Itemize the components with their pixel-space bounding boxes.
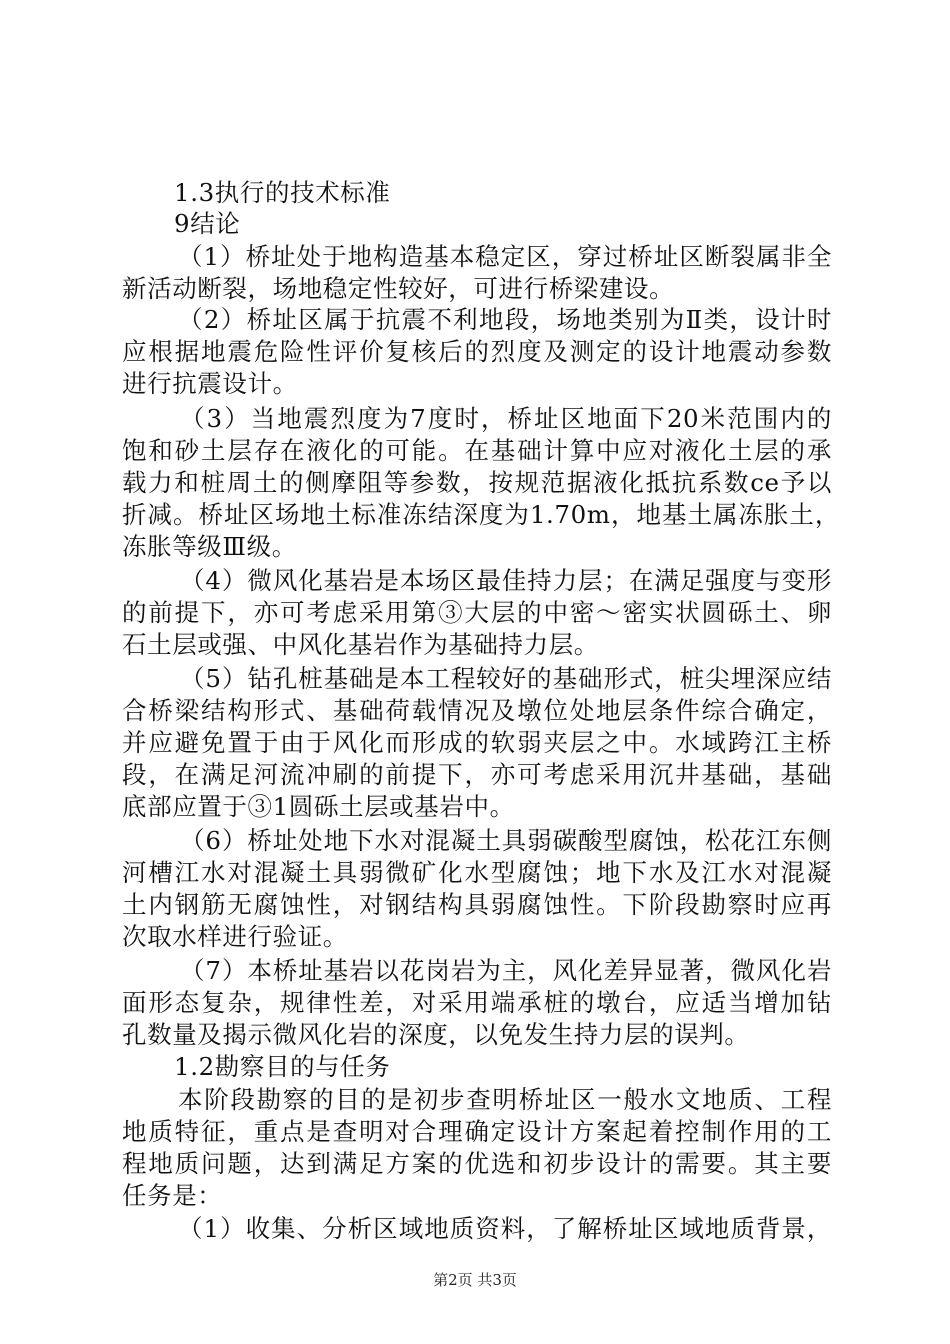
- paragraph-line: 的前提下，亦可考虑采用第③大层的中密～密实状圆砾土、卵: [122, 598, 832, 627]
- paragraph-line: （1）收集、分析区域地质资料，了解桥址区域地质背景，: [178, 1214, 832, 1243]
- paragraph-line: 合桥梁结构形式、基础荷载情况及墩位处地层条件综合确定，: [122, 696, 832, 725]
- paragraph-line: （1）桥址处于地构造基本稳定区，穿过桥址区断裂属非全: [178, 242, 832, 271]
- paragraph-line: 河槽江水对混凝土具弱微矿化水型腐蚀；地下水及江水对混凝: [122, 858, 832, 887]
- paragraph-line: 应根据地震危险性评价复核后的烈度及测定的设计地震动参数: [122, 337, 832, 366]
- paragraph-line: 饱和砂土层存在液化的可能。在基础计算中应对液化土层的承: [122, 436, 832, 465]
- paragraph-line: （6）桥址处地下水对混凝土具弱碳酸型腐蚀，松花江东侧: [180, 826, 832, 855]
- paragraph-line: 面形态复杂，规律性差，对采用端承桩的墩台，应适当增加钻: [122, 988, 832, 1017]
- paragraph-line: 次取水样进行验证。: [122, 922, 348, 951]
- paragraph-line: 石土层或强、中风化基岩作为基础持力层。: [122, 630, 599, 659]
- paragraph-line: 任务是：: [122, 1181, 223, 1210]
- paragraph-line: （3）当地震烈度为7度时，桥址区地面下20米范围内的: [180, 404, 832, 433]
- paragraph-line: 本阶段勘察的目的是初步查明桥址区一般水文地质、工程: [178, 1085, 832, 1114]
- paragraph-line: 孔数量及揭示微风化岩的深度，以免发生持力层的误判。: [122, 1020, 750, 1049]
- paragraph-line: 并应避免置于由于风化而形成的软弱夹层之中。水域跨江主桥: [122, 728, 832, 757]
- paragraph-line: 土内钢筋无腐蚀性，对钢结构具弱腐蚀性。下阶段勘察时应再: [122, 890, 832, 919]
- paragraph-line: （5）钻孔桩基础是本工程较好的基础形式，桩尖埋深应结: [180, 664, 832, 693]
- section-heading-conclusion: 9结论: [174, 209, 241, 238]
- section-heading-1-3: 1.3执行的技术标准: [174, 178, 391, 207]
- paragraph-line: 冻胀等级Ⅲ级。: [122, 532, 297, 561]
- paragraph-line: 程地质问题，达到满足方案的优选和初步设计的需要。其主要: [122, 1149, 832, 1178]
- section-heading-1-2: 1.2勘察目的与任务: [174, 1052, 391, 1081]
- paragraph-line: 段，在满足河流冲刷的前提下，亦可考虑采用沉井基础，基础: [122, 760, 832, 789]
- paragraph-line: 进行抗震设计。: [122, 369, 298, 398]
- paragraph-line: 折减。桥址区场地土标准冻结深度为1.70m，地基土属冻胀土，: [122, 500, 840, 529]
- paragraph-line: （7）本桥址基岩以花岗岩为主，风化差异显著，微风化岩: [180, 956, 832, 985]
- paragraph-line: 新活动断裂，场地稳定性较好，可进行桥梁建设。: [122, 274, 675, 303]
- paragraph-line: 载力和桩周土的侧摩阻等参数，按规范据液化抵抗系数ce予以: [122, 468, 832, 497]
- paragraph-line: （4）微风化基岩是本场区最佳持力层；在满足强度与变形: [180, 566, 832, 595]
- paragraph-line: 地质特征，重点是查明对合理确定设计方案起着控制作用的工: [122, 1117, 832, 1146]
- paragraph-line: （2）桥址区属于抗震不利地段，场地类别为Ⅱ类，设计时: [178, 305, 832, 334]
- paragraph-line: 底部应置于③1圆砾土层或基岩中。: [122, 792, 515, 821]
- page-number-footer: 第2页 共3页: [433, 1271, 517, 1289]
